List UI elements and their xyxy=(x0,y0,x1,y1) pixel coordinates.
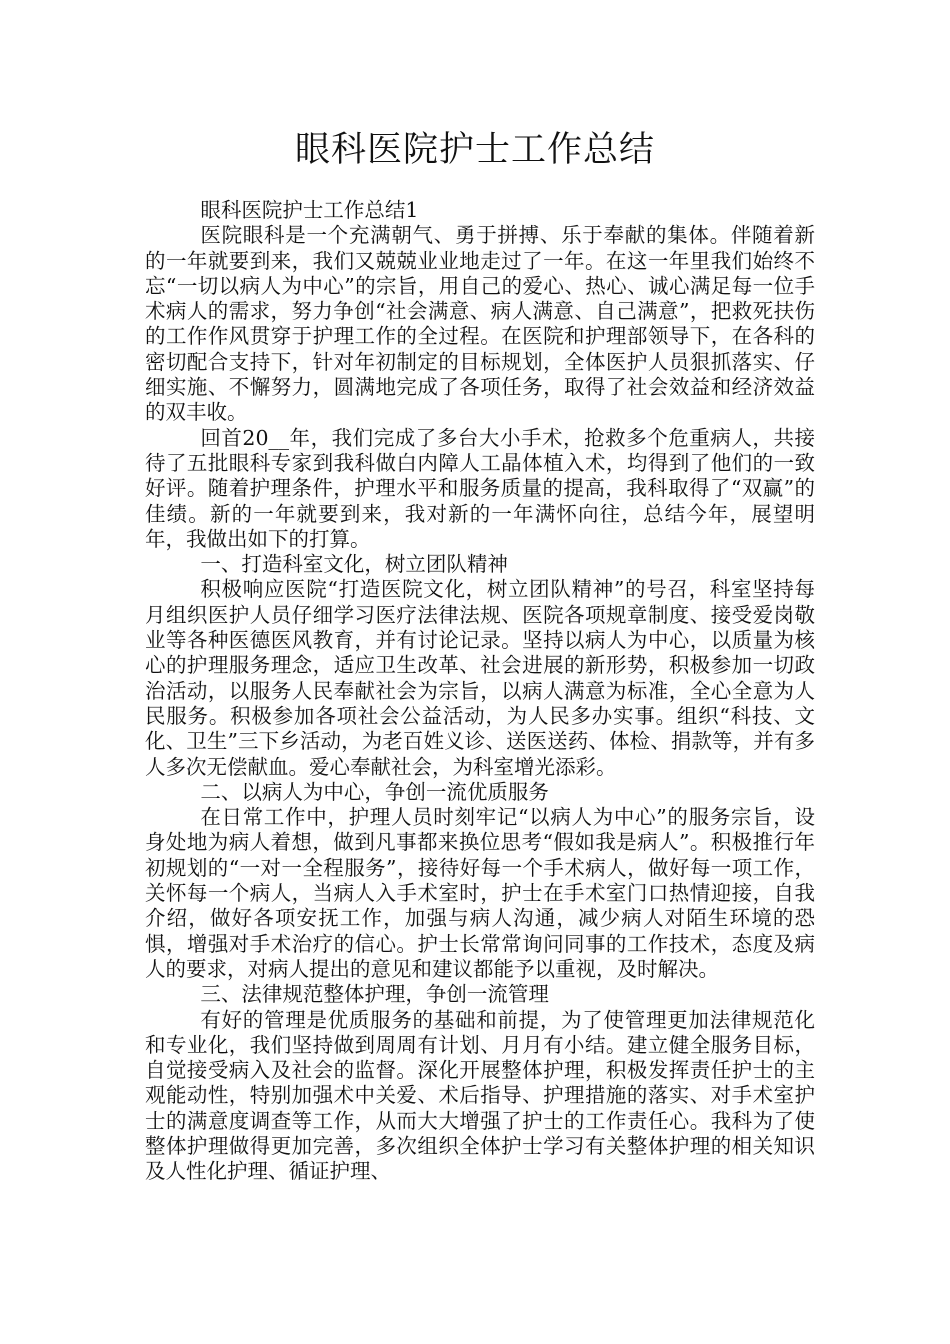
body-paragraph: 有好的管理是优质服务的基础和前提，为了使管理更加法律规范化和专业化，我们坚持做到周周有计划、月月有小结。建立健全服务目标，自觉接受病入及社会的监督。深化开展整体护理，积极发挥责任护士的主观能动性，特别加强术中关爱、术后指导、护理措施的落实、对手术室护士的满意度调查等工作，从而大大增强了护士的工作责任心。我科为了使整体护理做得更加完善，多次组织全体护士学习有关整体护理的相关知识及人性化护理、循证护理、 xyxy=(145,1007,815,1184)
body-paragraph: 在日常工作中，护理人员时刻牢记“以病人为中心”的服务宗旨，设身处地为病人着想，做到凡事都来换位思考“假如我是病人”。积极推行年初规划的“一对一全程服务”，接待好每一个手术病人，做好每一项工作，关怀每一个病人，当病人入手术室时，护士在手术室门口热情迎接，自我介绍，做好各项安抚工作，加强与病人沟通，减少病人对陌生环境的恐惧，增强对手术治疗的信心。护士长常常询问同事的工作技术，态度及病人的要求，对病人提出的意见和建议都能予以重视，及时解决。 xyxy=(145,805,815,981)
section-heading: 二、以病人为中心，争创一流优质服务 xyxy=(200,779,549,804)
body-paragraph: 积极响应医院“打造医院文化，树立团队精神”的号召，科室坚持每月组织医护人员仔细学习医疗法律法规、医院各项规章制度、接受爱岗敬业等各种医德医风教育，并有讨论记录。坚持以病人为中心，以质量为核心的护理服务理念，适应卫生改革、社会进展的新形势，积极参加一切政治活动，以服务人民奉献社会为宗旨，以病人满意为标准，全心全意为人民服务。积极参加各项社会公益活动，为人民多办实事。组织“科技、文化、卫生”三下乡活动，为老百姓义诊、送医送药、体检、捐款等，并有多人多次无偿献血。爱心奉献社会，为科室增光添彩。 xyxy=(145,577,815,779)
body-paragraph: 回首20__年，我们完成了多台大小手术，抢救多个危重病人，共接待了五批眼科专家到我科做白内障人工晶体植入术，均得到了他们的一致好评。随着护理条件，护理水平和服务质量的提高，我科取得了“双赢”的佳绩。新的一年就要到来，我对新的一年满怀向往，总结今年，展望明年，我做出如下的打算。 xyxy=(145,425,815,551)
body-paragraph: 医院眼科是一个充满朝气、勇于拼搏、乐于奉献的集体。伴随着新的一年就要到来，我们又兢兢业业地走过了一年。在这一年里我们始终不忘“一切以病人为中心”的宗旨，用自己的爱心、热心、诚心满足每一位手术病人的需求，努力争创“社会满意、病人满意、自己满意”，把救死扶伤的工作作风贯穿于护理工作的全过程。在医院和护理部领导下，在各科的密切配合支持下，针对年初制定的目标规划，全体医护人员狠抓落实、仔细实施、不懈努力，圆满地完成了各项任务，取得了社会效益和经济效益的双丰收。 xyxy=(145,223,815,425)
section-heading: 三、法律规范整体护理，争创一流管理 xyxy=(200,982,549,1007)
section-heading: 一、打造科室文化，树立团队精神 xyxy=(200,552,508,577)
section-heading: 眼科医院护士工作总结1 xyxy=(200,198,419,222)
document-body xyxy=(145,198,815,1185)
document-title: 眼科医院护士工作总结 xyxy=(294,130,655,170)
